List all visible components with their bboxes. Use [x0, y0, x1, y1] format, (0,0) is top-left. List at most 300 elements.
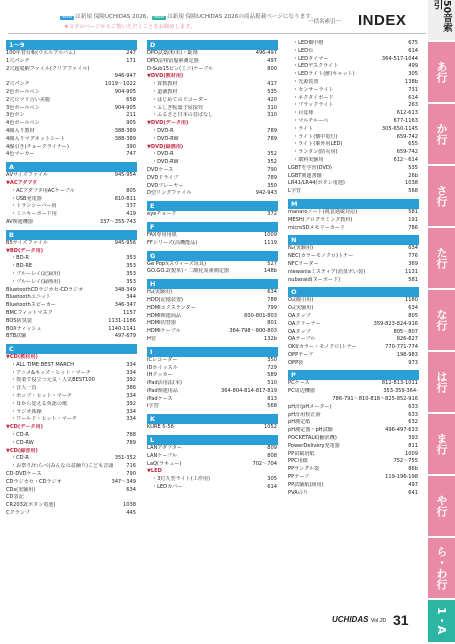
- index-entry[interactable]: [288, 396, 419, 404]
- entry-term-text: ・光源装置: [293, 78, 319, 85]
- index-entry[interactable]: [6, 172, 137, 180]
- section-heading: 1〜9: [6, 40, 137, 50]
- entry-term: [6, 502, 121, 510]
- index-entry[interactable]: [288, 102, 419, 110]
- index-entry[interactable]: [288, 71, 419, 79]
- index-entry[interactable]: [6, 136, 137, 144]
- index-entry[interactable]: [6, 393, 137, 401]
- entry-pages: 634: [408, 305, 418, 312]
- index-entry[interactable]: [147, 50, 278, 58]
- index-entry[interactable]: [6, 385, 137, 393]
- index-entry[interactable]: [288, 490, 419, 498]
- index-entry[interactable]: [288, 443, 419, 451]
- index-entry[interactable]: [6, 448, 137, 456]
- index-entry[interactable]: [288, 126, 419, 134]
- index-entry[interactable]: [6, 248, 137, 256]
- index-entry[interactable]: [288, 173, 419, 181]
- index-entry[interactable]: [6, 112, 137, 120]
- index-entry[interactable]: [6, 219, 137, 227]
- entry-term-text: HDMI関連商品: [147, 312, 182, 319]
- index-entry[interactable]: [147, 336, 278, 344]
- index-entry[interactable]: [147, 461, 278, 469]
- index-column-2: [147, 40, 278, 495]
- tab-1[interactable]: あ行: [428, 42, 455, 102]
- index-entry[interactable]: [288, 63, 419, 71]
- entry-pages: 614: [267, 484, 277, 491]
- index-entry[interactable]: [147, 159, 278, 167]
- entry-pages: [134, 424, 136, 432]
- entry-term: [147, 380, 265, 388]
- index-entry[interactable]: [6, 50, 137, 58]
- index-entry[interactable]: [288, 165, 419, 173]
- entry-pages: 353: [126, 270, 136, 277]
- index-entry[interactable]: [6, 479, 137, 487]
- index-entry[interactable]: [6, 362, 137, 370]
- index-entry[interactable]: [288, 474, 419, 482]
- entry-term: [147, 261, 265, 269]
- entry-term: [6, 455, 113, 463]
- index-entry[interactable]: [288, 482, 419, 490]
- entry-term-text: Bluetoothスピーカー: [6, 302, 56, 309]
- entry-pages: 132b: [264, 335, 277, 342]
- index-entry[interactable]: [6, 354, 137, 362]
- index-entry[interactable]: [6, 97, 137, 105]
- index-entry[interactable]: [147, 424, 278, 432]
- section-heading: D: [147, 40, 278, 50]
- tab-0[interactable]: 50音索引: [428, 0, 455, 40]
- index-entry[interactable]: [147, 468, 278, 476]
- index-section: [147, 347, 278, 412]
- entry-term-text: 4線入り教材: [6, 127, 35, 134]
- entry-term: [147, 105, 265, 113]
- index-entry[interactable]: [147, 268, 278, 276]
- index-entry[interactable]: [147, 112, 278, 120]
- index-entry[interactable]: [147, 190, 278, 198]
- index-entry[interactable]: [288, 134, 419, 142]
- entry-term: [6, 333, 113, 341]
- index-entry[interactable]: [147, 320, 278, 328]
- entry-term-text: pH計(pHメーター): [288, 403, 332, 410]
- entry-pages: 305: [408, 71, 418, 78]
- index-entry[interactable]: [6, 287, 137, 295]
- entry-term: [6, 370, 124, 378]
- section-heading: O: [288, 287, 419, 297]
- entry-pages: 659-742: [396, 133, 418, 140]
- entry-pages: 535: [267, 88, 277, 95]
- entry-term-text: ・ACアダプタ用ACケーブル: [11, 187, 75, 194]
- entry-pages: 527: [267, 260, 277, 267]
- index-entry[interactable]: [147, 81, 278, 89]
- index-entry[interactable]: [288, 79, 419, 87]
- index-entry[interactable]: [6, 333, 137, 341]
- index-entry[interactable]: [147, 380, 278, 388]
- entry-term-text: PPC用紙: [288, 458, 308, 465]
- entry-term: [147, 461, 250, 469]
- index-section: [6, 344, 137, 518]
- index-entry[interactable]: [288, 180, 419, 188]
- index-entry[interactable]: [288, 141, 419, 149]
- entry-pages: 752〜755: [393, 458, 418, 465]
- index-entry[interactable]: [288, 419, 419, 427]
- entry-term-text: ・環料実験用: [293, 156, 324, 163]
- index-entry[interactable]: [6, 455, 137, 463]
- entry-pages: [134, 448, 136, 456]
- index-section: [147, 40, 278, 198]
- index-entry[interactable]: [6, 432, 137, 440]
- index-entry[interactable]: [6, 196, 137, 204]
- index-entry[interactable]: [6, 263, 137, 271]
- entry-pages: 369: [408, 260, 418, 267]
- entry-pages: 497: [408, 481, 418, 488]
- section-heading: E: [147, 201, 278, 211]
- entry-term: [147, 81, 265, 89]
- entry-term-text: ・DVD-RW: [152, 159, 179, 166]
- entry-term: [288, 313, 406, 321]
- index-entry[interactable]: [6, 120, 137, 128]
- entry-term-text: microSDメモリーカード: [288, 224, 345, 231]
- entry-term-text: ・ブルーレイ(記録用): [11, 270, 61, 277]
- entry-term: [147, 305, 265, 313]
- index-entry[interactable]: [288, 56, 419, 64]
- entry-term: [288, 126, 380, 134]
- index-entry[interactable]: [147, 232, 278, 240]
- index-entry[interactable]: [6, 58, 137, 66]
- index-entry[interactable]: [147, 105, 278, 113]
- section-heading: L: [147, 435, 278, 445]
- index-entry[interactable]: [147, 151, 278, 159]
- entry-term: [288, 95, 406, 103]
- entry-pages: 808: [267, 452, 277, 459]
- index-entry[interactable]: [288, 261, 419, 269]
- index-entry[interactable]: [6, 401, 137, 409]
- tab-7[interactable]: ま行: [428, 414, 455, 474]
- index-entry[interactable]: [147, 58, 278, 66]
- entry-term: [288, 180, 403, 188]
- index-entry[interactable]: [6, 105, 137, 113]
- index-entry[interactable]: [288, 110, 419, 118]
- index-entry[interactable]: [147, 403, 278, 411]
- index-entry[interactable]: [147, 175, 278, 183]
- tab-4[interactable]: た行: [428, 228, 455, 288]
- caret-down-icon: ▼: [147, 120, 151, 127]
- index-entry[interactable]: [147, 73, 278, 81]
- index-entry[interactable]: [288, 388, 419, 396]
- index-entry[interactable]: [288, 209, 419, 217]
- entry-pages: 786-791〜810-818〜825-852-916: [332, 396, 418, 403]
- index-entry[interactable]: [288, 277, 419, 285]
- entry-pages: 776: [408, 253, 418, 260]
- index-entry[interactable]: [6, 203, 137, 211]
- entry-term: [288, 352, 395, 360]
- index-entry[interactable]: [288, 95, 419, 103]
- index-entry[interactable]: [147, 305, 278, 313]
- entry-term-text: HDMI切替器: [147, 320, 176, 327]
- index-entry[interactable]: [288, 313, 419, 321]
- index-entry[interactable]: [6, 240, 137, 248]
- index-entry[interactable]: [6, 151, 137, 159]
- entry-pages: 800: [267, 65, 277, 72]
- index-entry[interactable]: [6, 255, 137, 263]
- index-entry[interactable]: [6, 326, 137, 334]
- entry-term-text: Cクランプ: [6, 510, 30, 517]
- index-entry[interactable]: [288, 360, 419, 368]
- entry-term-text: PowerDelivery充電器: [288, 442, 340, 449]
- index-entry[interactable]: [288, 48, 419, 56]
- entry-term-text: FFシリーズ(高機能品): [147, 239, 198, 246]
- entry-term-text: ・DVD-R: [152, 151, 174, 158]
- index-entry[interactable]: [147, 365, 278, 373]
- entry-pages: 813: [267, 395, 277, 402]
- index-entry[interactable]: [288, 157, 419, 165]
- index-entry[interactable]: [288, 297, 419, 305]
- index-entry[interactable]: [6, 370, 137, 378]
- page-number: 31: [393, 612, 409, 628]
- entry-term-text: ・ミニキーボード用: [11, 211, 57, 218]
- index-entry[interactable]: [288, 87, 419, 95]
- index-entry[interactable]: [147, 372, 278, 380]
- index-entry[interactable]: [147, 167, 278, 175]
- index-section: [147, 414, 278, 432]
- index-entry[interactable]: [288, 435, 419, 443]
- entry-term: [288, 165, 406, 173]
- index-entry[interactable]: [147, 453, 278, 461]
- entry-pages: 1131: [405, 268, 418, 275]
- index-entry[interactable]: [288, 245, 419, 253]
- entry-term-text: 4色ボールペン: [6, 120, 40, 127]
- entry-pages: 344: [126, 294, 136, 301]
- index-entry[interactable]: [288, 188, 419, 196]
- entry-term-text: 100年替台帳(ウエルアルバム): [6, 50, 76, 56]
- index-title: INDEX: [358, 12, 407, 29]
- entry-term-text: OPP袋: [288, 359, 304, 366]
- entry-term-text: ・ブルーレイ(録画用): [11, 278, 61, 285]
- index-entry[interactable]: [147, 183, 278, 191]
- entry-pages: 581: [408, 276, 418, 283]
- index-entry[interactable]: [147, 313, 278, 321]
- index-entry[interactable]: [6, 502, 137, 510]
- entry-term-text: CD(教材用): [9, 354, 38, 361]
- index-entry[interactable]: [147, 211, 278, 219]
- tab-8[interactable]: や行: [428, 476, 455, 536]
- entry-term: [6, 58, 124, 66]
- index-entry[interactable]: [288, 458, 419, 466]
- entry-term-text: ・ランタン(防災用): [293, 149, 338, 156]
- index-section: [288, 199, 419, 232]
- entry-term-text: ・ラジオ体操: [11, 408, 42, 415]
- index-entry[interactable]: [147, 97, 278, 105]
- entry-pages: 191: [408, 216, 418, 223]
- index-entry[interactable]: [288, 225, 419, 233]
- entry-pages: 353-359-364-: [383, 388, 418, 395]
- entry-pages: 499: [408, 63, 418, 70]
- entry-term-text: nubaraid(ヌーボード): [288, 276, 341, 283]
- index-entry[interactable]: [6, 409, 137, 417]
- entry-term-text: ・トランシーバー用: [11, 203, 57, 210]
- index-entry[interactable]: [6, 487, 137, 495]
- entry-term: [288, 380, 380, 388]
- index-entry[interactable]: [6, 144, 137, 152]
- entry-term: [147, 73, 275, 81]
- index-entry[interactable]: [147, 328, 278, 336]
- entry-pages: 790: [267, 166, 277, 173]
- index-entry[interactable]: [147, 476, 278, 484]
- entry-term: [288, 118, 391, 126]
- entry-term-text: D-Sub15ピン(ミニ)ケーブル: [147, 65, 214, 72]
- index-entry[interactable]: [6, 510, 137, 518]
- entry-term-text: ・DVD-RW: [152, 135, 179, 142]
- index-entry[interactable]: [6, 128, 137, 136]
- entry-term-text: HDMIケーブル: [147, 328, 181, 335]
- index-entry[interactable]: [147, 89, 278, 97]
- index-entry[interactable]: [6, 73, 137, 81]
- index-entry[interactable]: [288, 344, 419, 352]
- entry-pages: 946-947: [114, 73, 136, 80]
- entry-term-text: 4色マーカー: [6, 151, 35, 158]
- entry-term: [147, 453, 265, 461]
- index-entry[interactable]: [288, 404, 419, 412]
- index-entry[interactable]: [147, 66, 278, 74]
- index-entry[interactable]: [288, 451, 419, 459]
- index-entry[interactable]: [288, 253, 419, 261]
- entry-pages: 612-613: [396, 110, 418, 117]
- tab-5[interactable]: な行: [428, 290, 455, 350]
- tab-9[interactable]: ら・わ行: [428, 538, 455, 598]
- entry-pages: 247: [126, 50, 136, 56]
- entry-term-text: ・BD-RE: [11, 263, 33, 270]
- entry-term-text: ・LEDタイマー: [293, 55, 329, 62]
- entry-pages: 677-1163: [393, 117, 418, 124]
- tab-6[interactable]: は行: [428, 352, 455, 412]
- entry-term: [288, 157, 391, 165]
- index-entry[interactable]: [6, 440, 137, 448]
- entry-term: [147, 232, 262, 240]
- entry-term: [288, 297, 403, 305]
- entry-term: [6, 294, 124, 302]
- entry-pages: 347〜349: [111, 478, 136, 485]
- entry-term-text: pH測定紙: [288, 419, 311, 426]
- entry-pages: 353: [126, 255, 136, 262]
- index-entry[interactable]: [147, 388, 278, 396]
- entry-pages: 310: [267, 104, 277, 111]
- section-heading: F: [147, 222, 278, 232]
- index-entry[interactable]: [147, 120, 278, 128]
- index-entry[interactable]: [147, 261, 278, 269]
- index-entry[interactable]: [288, 336, 419, 344]
- entry-term: [288, 412, 406, 420]
- entry-term: [6, 248, 134, 256]
- index-entry[interactable]: [6, 66, 137, 74]
- index-entry[interactable]: [288, 40, 419, 48]
- index-entry[interactable]: [147, 136, 278, 144]
- entry-pages: 352: [267, 159, 277, 166]
- index-entry[interactable]: [147, 396, 278, 404]
- entry-pages: 731: [408, 86, 418, 93]
- index-entry[interactable]: [288, 118, 419, 126]
- index-entry[interactable]: [147, 240, 278, 248]
- entry-term: [6, 479, 109, 487]
- entry-term-text: H₂(実験用): [147, 289, 173, 296]
- entry-pages: 353: [126, 263, 136, 270]
- index-entry[interactable]: [6, 180, 137, 188]
- index-entry[interactable]: [6, 302, 137, 310]
- index-entry[interactable]: [6, 89, 137, 97]
- index-entry[interactable]: [6, 471, 137, 479]
- index-entry[interactable]: [288, 217, 419, 225]
- index-entry[interactable]: [147, 484, 278, 492]
- entry-pages: 729: [267, 364, 277, 371]
- entry-term: [6, 240, 113, 248]
- index-entry[interactable]: [288, 305, 419, 313]
- index-entry[interactable]: [6, 294, 137, 302]
- index-entry[interactable]: [288, 352, 419, 360]
- entry-term-text: NEC(カラーモノクロ)トナー: [288, 253, 354, 260]
- entry-pages: 348-349: [114, 286, 136, 293]
- entry-term-text: OAテーブル: [288, 336, 316, 343]
- index-entry[interactable]: [6, 271, 137, 279]
- entry-term-text: ・ふしぎ転葉子屋探究: [152, 104, 203, 111]
- entry-pages: 364-517-1044: [381, 55, 418, 62]
- index-entry[interactable]: [288, 329, 419, 337]
- index-entry[interactable]: [6, 279, 137, 287]
- index-entry[interactable]: [6, 188, 137, 196]
- index-entry[interactable]: [147, 144, 278, 152]
- entry-pages: 612〜614: [393, 156, 418, 163]
- index-entry[interactable]: [288, 149, 419, 157]
- entry-term-text: CD表記: [6, 494, 24, 501]
- entry-term: [6, 73, 113, 81]
- entry-pages: 497: [267, 57, 277, 64]
- index-entry[interactable]: [6, 310, 137, 318]
- entry-pages: 614: [408, 47, 418, 54]
- index-entry[interactable]: [6, 81, 137, 89]
- index-entry[interactable]: [288, 466, 419, 474]
- tab-3[interactable]: さ行: [428, 166, 455, 226]
- index-entry[interactable]: [288, 321, 419, 329]
- index-entry[interactable]: [147, 297, 278, 305]
- entry-term-text: OAクリーナー: [288, 320, 321, 327]
- index-entry[interactable]: [147, 289, 278, 297]
- entry-term-text: ・ふるさと日本の昔ばなし: [152, 112, 214, 119]
- entry-term: [288, 482, 406, 490]
- index-entry[interactable]: [6, 494, 137, 502]
- index-entry[interactable]: [288, 269, 419, 277]
- index-entry[interactable]: [288, 380, 419, 388]
- index-entry[interactable]: [6, 318, 137, 326]
- index-entry[interactable]: [147, 357, 278, 365]
- new-badge-2: WEB: [153, 15, 165, 20]
- entry-pages: 350: [267, 356, 277, 363]
- index-entry[interactable]: [288, 427, 419, 435]
- index-entry[interactable]: [6, 463, 137, 471]
- tab-2[interactable]: か行: [428, 104, 455, 164]
- entry-term: [147, 190, 254, 198]
- entry-pages: 510: [267, 380, 277, 387]
- entry-term: [288, 336, 395, 344]
- index-entry[interactable]: [6, 416, 137, 424]
- index-entry[interactable]: [288, 412, 419, 420]
- index-entry[interactable]: [6, 424, 137, 432]
- entry-pages: [134, 354, 136, 362]
- index-entry[interactable]: [6, 377, 137, 385]
- entry-term-text: D型リングファイル: [147, 190, 192, 197]
- index-entry[interactable]: [147, 128, 278, 136]
- entry-term: [6, 97, 124, 105]
- entry-term-text: CDラジカセ・CDラジオ: [6, 478, 62, 485]
- entry-term: [288, 458, 391, 466]
- tab-10[interactable]: 1・A: [428, 600, 455, 642]
- index-entry[interactable]: [147, 445, 278, 453]
- index-entry[interactable]: [6, 211, 137, 219]
